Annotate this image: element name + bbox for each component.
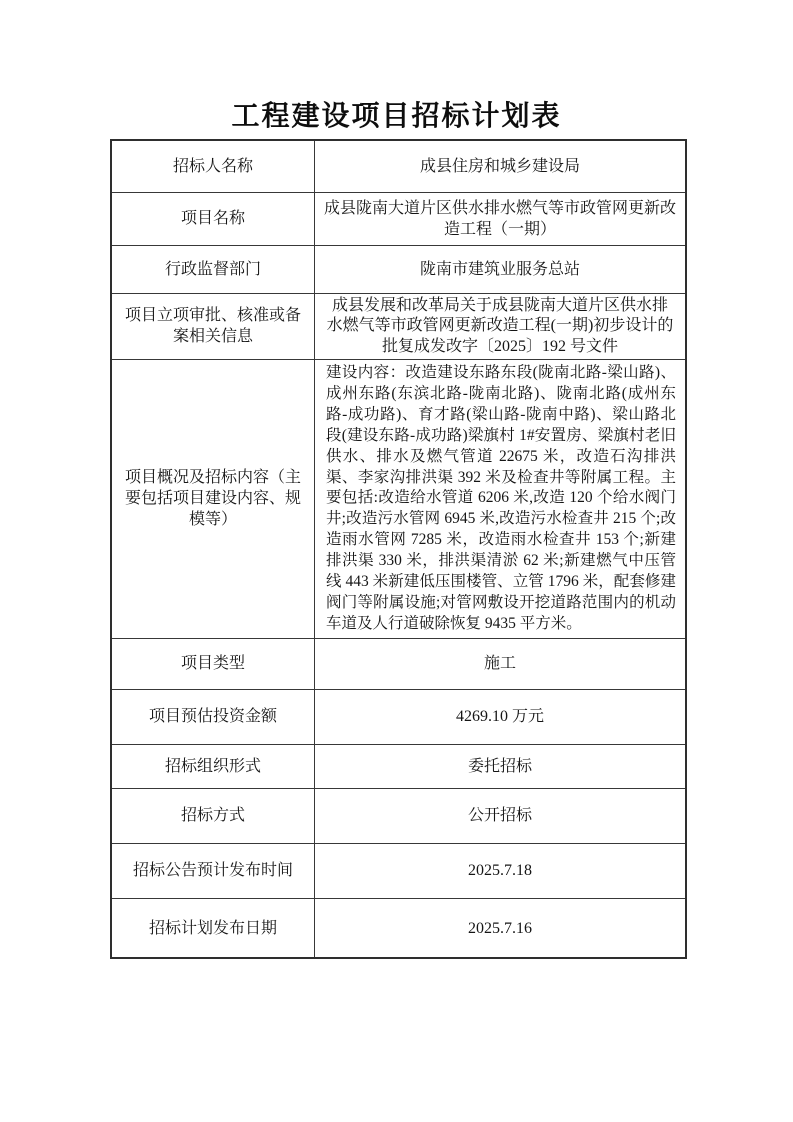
row-value-bidding-method: 公开招标 — [315, 788, 687, 843]
table-row — [111, 360, 686, 639]
row-label-approval-info: 项目立项审批、核准或备案相关信息 — [111, 293, 315, 360]
row-value-approval-info: 成县发展和改革局关于成县陇南大道片区供水排水燃气等市政管网更新改造工程(一期)初步设计的批复成发改字〔2025〕192 号文件 — [315, 293, 687, 360]
table-row — [111, 788, 686, 843]
row-value-project-type: 施工 — [315, 638, 687, 689]
row-label-project-type: 项目类型 — [111, 638, 315, 689]
table-row — [111, 192, 686, 245]
row-value-announcement-date: 2025.7.18 — [315, 843, 687, 898]
row-value-estimated-investment: 4269.10 万元 — [315, 689, 687, 744]
table-row — [111, 293, 686, 360]
row-value-project-name: 成县陇南大道片区供水排水燃气等市政管网更新改造工程（一期） — [315, 192, 687, 245]
bidding-plan-table — [110, 139, 687, 959]
row-label-announcement-date: 招标公告预计发布时间 — [111, 843, 315, 898]
row-label-tenderer-name: 招标人名称 — [111, 140, 315, 192]
row-label-supervision-dept: 行政监督部门 — [111, 245, 315, 293]
table-row — [111, 689, 686, 744]
table-row — [111, 744, 686, 788]
table-row — [111, 245, 686, 293]
page-title: 工程建设项目招标计划表 — [231, 101, 562, 132]
row-value-organization-form: 委托招标 — [315, 744, 687, 788]
row-value-supervision-dept: 陇南市建筑业服务总站 — [315, 245, 687, 293]
row-label-plan-release-date: 招标计划发布日期 — [111, 898, 315, 958]
row-label-estimated-investment: 项目预估投资金额 — [111, 689, 315, 744]
row-value-project-overview: 建设内容：改造建设东路东段(陇南北路-梁山路)、成州东路(东滨北路-陇南北路)、陇南北路(成州东路-成功路)、育才路(梁山路-陇南中路)、梁山路北段(建设东路-成功路)梁旗村 1#安置房、梁旗村老旧供水、排水及燃气管道 22675 米，改造石沟排洪渠、李家沟排洪渠 392 米及检查井等附属工程。主要包括:改造给水管道 6206 米,改造 120 个给水阀门井;改造污水管网 6945 米,改造污水检查井 215 个;改造雨水管网 7285 米，改造雨水检查井 153 个;新建排洪渠 330 米，排洪渠清淤 62 米;新建燃气中压管线 443 米新建低压围楼管、立管 1796 米，配套修建阀门等附属设施;对管网敷设开挖道路范围内的机动车道及人行道破除恢复 9435 平方米。 — [315, 360, 687, 639]
row-value-tenderer-name: 成县住房和城乡建设局 — [315, 140, 687, 192]
table-row — [111, 898, 686, 958]
row-label-project-overview: 项目概况及招标内容（主要包括项目建设内容、规模等） — [111, 360, 315, 639]
row-label-organization-form: 招标组织形式 — [111, 744, 315, 788]
row-value-plan-release-date: 2025.7.16 — [315, 898, 687, 958]
table-row — [111, 140, 686, 192]
row-label-project-name: 项目名称 — [111, 192, 315, 245]
table-row — [111, 638, 686, 689]
row-label-bidding-method: 招标方式 — [111, 788, 315, 843]
table-row — [111, 843, 686, 898]
